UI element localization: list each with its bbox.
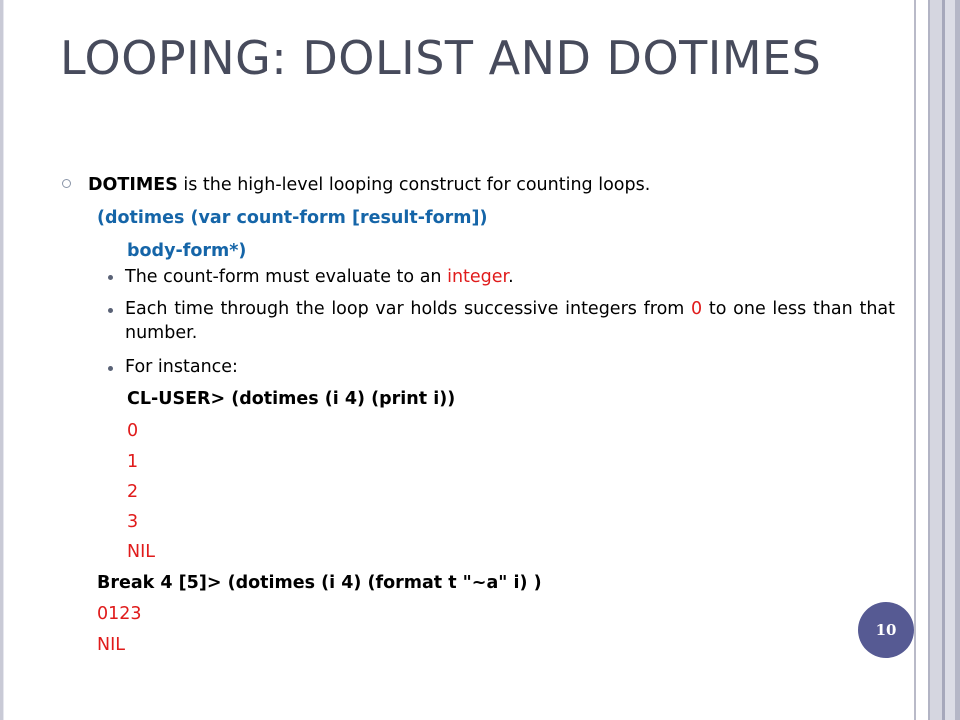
example-1-output: 3 xyxy=(127,512,139,532)
bullet-2-end: to one less than that number. xyxy=(125,299,895,343)
example-2-command: Break 4 [5]> (dotimes (i 4) (format t "~a" i) ) xyxy=(97,573,542,593)
page-number-badge: 10 xyxy=(858,602,914,658)
bullet-1 xyxy=(125,266,514,288)
example-2-output: 0123 xyxy=(97,604,142,624)
intro-text: is the high-level looping construct for counting loops. xyxy=(177,175,651,195)
bullet-dot-icon xyxy=(108,275,113,280)
example-2-output: NIL xyxy=(97,635,126,655)
bullet-2-highlight: 0 xyxy=(691,299,703,319)
example-1-output: NIL xyxy=(127,542,156,562)
bullet-1-end: . xyxy=(508,267,514,287)
bullet-dot-icon xyxy=(108,366,113,371)
syntax-line-2: body-form*) xyxy=(127,241,247,261)
example-1-output: 2 xyxy=(127,482,139,502)
example-1-command: CL-USER> (dotimes (i 4) (print i)) xyxy=(127,389,456,409)
bullet-ring-icon xyxy=(62,179,71,188)
example-1-output: 0 xyxy=(127,421,139,441)
intro-keyword: DOTIMES xyxy=(88,175,178,195)
syntax-line-1: (dotimes (var count-form [result-form]) xyxy=(97,208,488,228)
intro-line xyxy=(88,174,650,196)
bullet-dot-icon xyxy=(108,308,113,313)
bullet-2-text: Each time through the loop var holds successive integers from xyxy=(125,299,692,319)
bullet-1-highlight: integer xyxy=(447,267,509,287)
bullet-2 xyxy=(125,297,895,345)
example-1-output: 1 xyxy=(127,452,139,472)
bullet-3: For instance: xyxy=(125,357,238,377)
bullet-1-text: The count-form must evaluate to an xyxy=(125,267,448,287)
slide-title: LOOPING: DOLIST AND DOTIMES xyxy=(60,31,822,85)
